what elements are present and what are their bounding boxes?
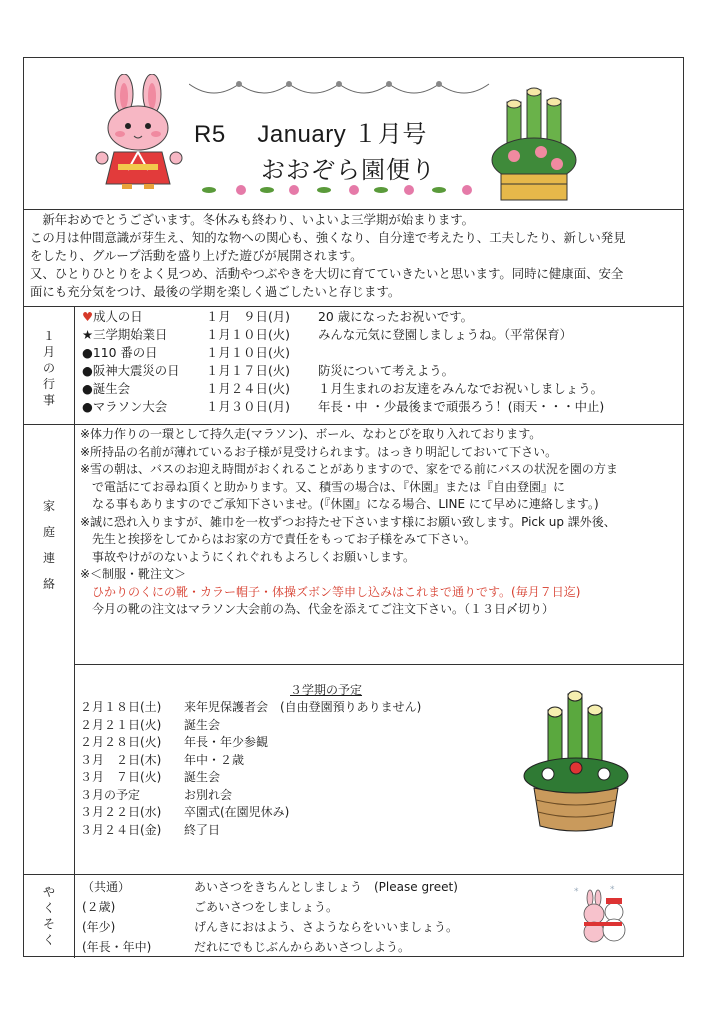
decorative-garland xyxy=(189,80,494,104)
event-note: 20 歳になったお祝いです。 xyxy=(318,309,474,324)
greeting-line: 面にも充分気をつけ、最後の学期を楽しく過ごしたいと存じます。 xyxy=(30,284,401,299)
schedule-list xyxy=(80,699,422,839)
greeting-line: をしたり、グループ活動を盛り上げた遊びが展開されます。 xyxy=(30,248,363,263)
divider xyxy=(24,209,683,210)
event-row xyxy=(82,398,605,416)
greeting-line: この月は仲間意識が芽生え、知的な物への関心も、強くなり、自分達で考えたり、工夫したり、新しい発見 xyxy=(30,230,626,245)
rabbit-kimono-illustration xyxy=(94,74,194,198)
event-row xyxy=(82,362,455,380)
schedule-event: 誕生会 xyxy=(184,717,221,732)
note-line: ※所持品の名前が薄れているお子様が見受けられます。はっきり明記しておいて下さい。 xyxy=(80,444,558,459)
event-date: １月１０日(火) xyxy=(206,327,291,342)
schedule-row xyxy=(80,717,221,735)
header-title-line1: R5 January １月号 xyxy=(194,121,427,148)
divider xyxy=(74,664,683,665)
note-line: ※誠に恐れ入りますが、雑巾を一枚ずつお持たせ下さいます様にお願い致します。Pick up 課外後、 xyxy=(80,514,616,529)
svg-text:*: * xyxy=(610,885,615,895)
schedule-row xyxy=(80,804,290,822)
promise-label: やくそく xyxy=(42,885,55,947)
promise-text: あいさつをきちんとしましょう (Please greet) xyxy=(194,880,458,894)
events-list xyxy=(82,308,605,416)
kadomatsu-basket-illustration xyxy=(518,690,634,838)
uniform-order-notice: ひかりのくにの靴・カラー帽子・体操ズボン等申し込みはこれまで通りです。(毎月７日迄) xyxy=(80,584,581,599)
flower-vine-decoration xyxy=(189,182,489,198)
bunny-snowman-illustration xyxy=(570,884,636,950)
event-name: 成人の日 xyxy=(93,309,143,324)
promise-group: （共通） xyxy=(82,880,131,894)
bullet-icon: ● xyxy=(82,381,93,396)
promise-row xyxy=(82,899,339,919)
events-label: １月の行事 xyxy=(42,329,55,407)
home-contact-notes xyxy=(80,426,618,619)
note-line: なる事もありますのでご承知下さいませ。(『休園』になる場合、LINE にて早めに連絡します。) xyxy=(80,497,599,511)
header-title-line2: おおぞら園便り xyxy=(261,156,436,184)
schedule-date: ２月２８日(火) xyxy=(80,735,162,749)
event-note: 防災について考えよう。 xyxy=(318,363,455,378)
schedule-row xyxy=(80,822,221,840)
schedule-row xyxy=(80,699,422,717)
schedule-event: 終了日 xyxy=(184,822,221,837)
bullet-icon: ● xyxy=(82,363,93,378)
note-line: 事故やけがのないようにくれぐれもよろしくお願いします。 xyxy=(80,549,416,564)
note-line: ※体力作りの一環として持久走(マラソン)、ボール、なわとびを取り入れております。 xyxy=(80,427,542,441)
event-row xyxy=(82,344,291,362)
bullet-icon: ● xyxy=(82,399,93,414)
note-line: 先生と挨拶をしてからはお家の方で責任をもってお子様をみて下さい。 xyxy=(80,532,477,546)
schedule-date: ３月２２日(水) xyxy=(80,805,162,819)
bullet-icon: ● xyxy=(82,345,93,360)
schedule-date: ３月２４日(金) xyxy=(80,822,162,837)
event-date: １月１７日(火) xyxy=(206,363,291,378)
promise-row xyxy=(82,939,411,959)
event-name: マラソン大会 xyxy=(92,399,168,414)
promise-group: (年少) xyxy=(82,920,116,934)
greeting-line: 新年おめでとうございます。冬休みも終わり、いよいよ三学期が始まります。 xyxy=(30,212,475,227)
schedule-date: ３月の予定 xyxy=(80,787,141,802)
schedule-event: 来年児保護者会 (自由登園預りありません) xyxy=(184,700,422,714)
schedule-row xyxy=(80,769,221,787)
note-line: ※雪の朝は、バスのお迎え時間がおくれることがありますので、家をでる前にバスの状況を園の方ま xyxy=(80,462,618,476)
event-name: 三学期始業日 xyxy=(93,327,168,342)
event-row xyxy=(82,308,474,326)
event-date: １月３０日(月) xyxy=(206,399,291,414)
divider xyxy=(24,424,683,425)
column-divider xyxy=(74,306,75,424)
note-line: で電話にてお尋ね頂くと助かります。又、積雪の場合は、『休園』または『自由登園』に xyxy=(80,479,566,494)
newsletter-sheet xyxy=(23,57,684,957)
promise-text: ごあいさつをしましょう。 xyxy=(194,900,339,914)
schedule-event: 卒園式(在園児休み) xyxy=(184,805,290,819)
schedule-date: ２月２１日(火) xyxy=(80,717,162,732)
schedule-date: ３月 ２日(木) xyxy=(80,752,162,767)
schedule-row xyxy=(80,787,233,805)
event-note: 年長・中 ・少最後まで頑張ろう！(雨天・・・中止) xyxy=(318,399,605,414)
schedule-row xyxy=(80,752,245,770)
greeting-line: 又、ひとりひとりをよく見つめ、活動やつぶやきを大切に育てていきたいと思います。同時に健康面、安全 xyxy=(30,266,624,281)
column-divider xyxy=(74,424,75,874)
promise-group: (年長・年中) xyxy=(82,940,152,954)
column-divider xyxy=(74,874,75,958)
event-note: みんな元気に登園しましょうね。（平常保育） xyxy=(318,327,573,342)
note-line: ※＜制服・靴注文＞ xyxy=(80,567,187,581)
schedule-event: 年中・２歳 xyxy=(184,752,245,767)
svg-text:*: * xyxy=(574,887,579,897)
schedule-date: ３月 ７日(火) xyxy=(80,770,162,784)
greeting-text xyxy=(30,211,626,301)
event-name: 110 番の日 xyxy=(92,345,158,360)
star-icon: ★ xyxy=(82,327,94,342)
divider xyxy=(24,306,683,307)
promise-row xyxy=(82,919,459,939)
event-name: 誕生会 xyxy=(92,381,130,396)
promise-text: げんきにおはよう、さようならをいいましょう。 xyxy=(194,920,459,934)
event-row xyxy=(82,380,603,398)
divider xyxy=(24,874,683,875)
note-line: 今月の靴の注文はマラソン大会前の為、代金を添えてご注文下さい。（１３日〆切り） xyxy=(80,602,555,616)
heart-icon: ♥ xyxy=(82,309,94,324)
home-contact-label: 家庭連絡 xyxy=(42,499,55,591)
schedule-heading: ３学期の予定 xyxy=(290,683,363,697)
promise-text: だれにでもじぶんからあいさつしよう。 xyxy=(194,940,411,954)
promise-row xyxy=(82,879,458,899)
event-note: １月生まれのお友達をみんなでお祝いしましょう。 xyxy=(318,381,603,396)
schedule-event: 誕生会 xyxy=(184,770,221,784)
schedule-date: ２月１８日(土) xyxy=(80,700,162,714)
schedule-event: 年長・年少参観 xyxy=(184,735,269,749)
event-name: 阪神大震災の日 xyxy=(92,363,180,378)
event-row xyxy=(82,326,573,344)
schedule-row xyxy=(80,734,269,752)
schedule-event: お別れ会 xyxy=(184,787,233,802)
event-date: １月１０日(火) xyxy=(206,345,291,360)
promise-group: (２歳) xyxy=(82,900,116,914)
event-date: １月 ９日(月) xyxy=(206,309,291,324)
promise-list xyxy=(82,879,459,959)
event-date: １月２４日(火) xyxy=(206,381,291,396)
kadomatsu-illustration-top xyxy=(479,82,589,204)
